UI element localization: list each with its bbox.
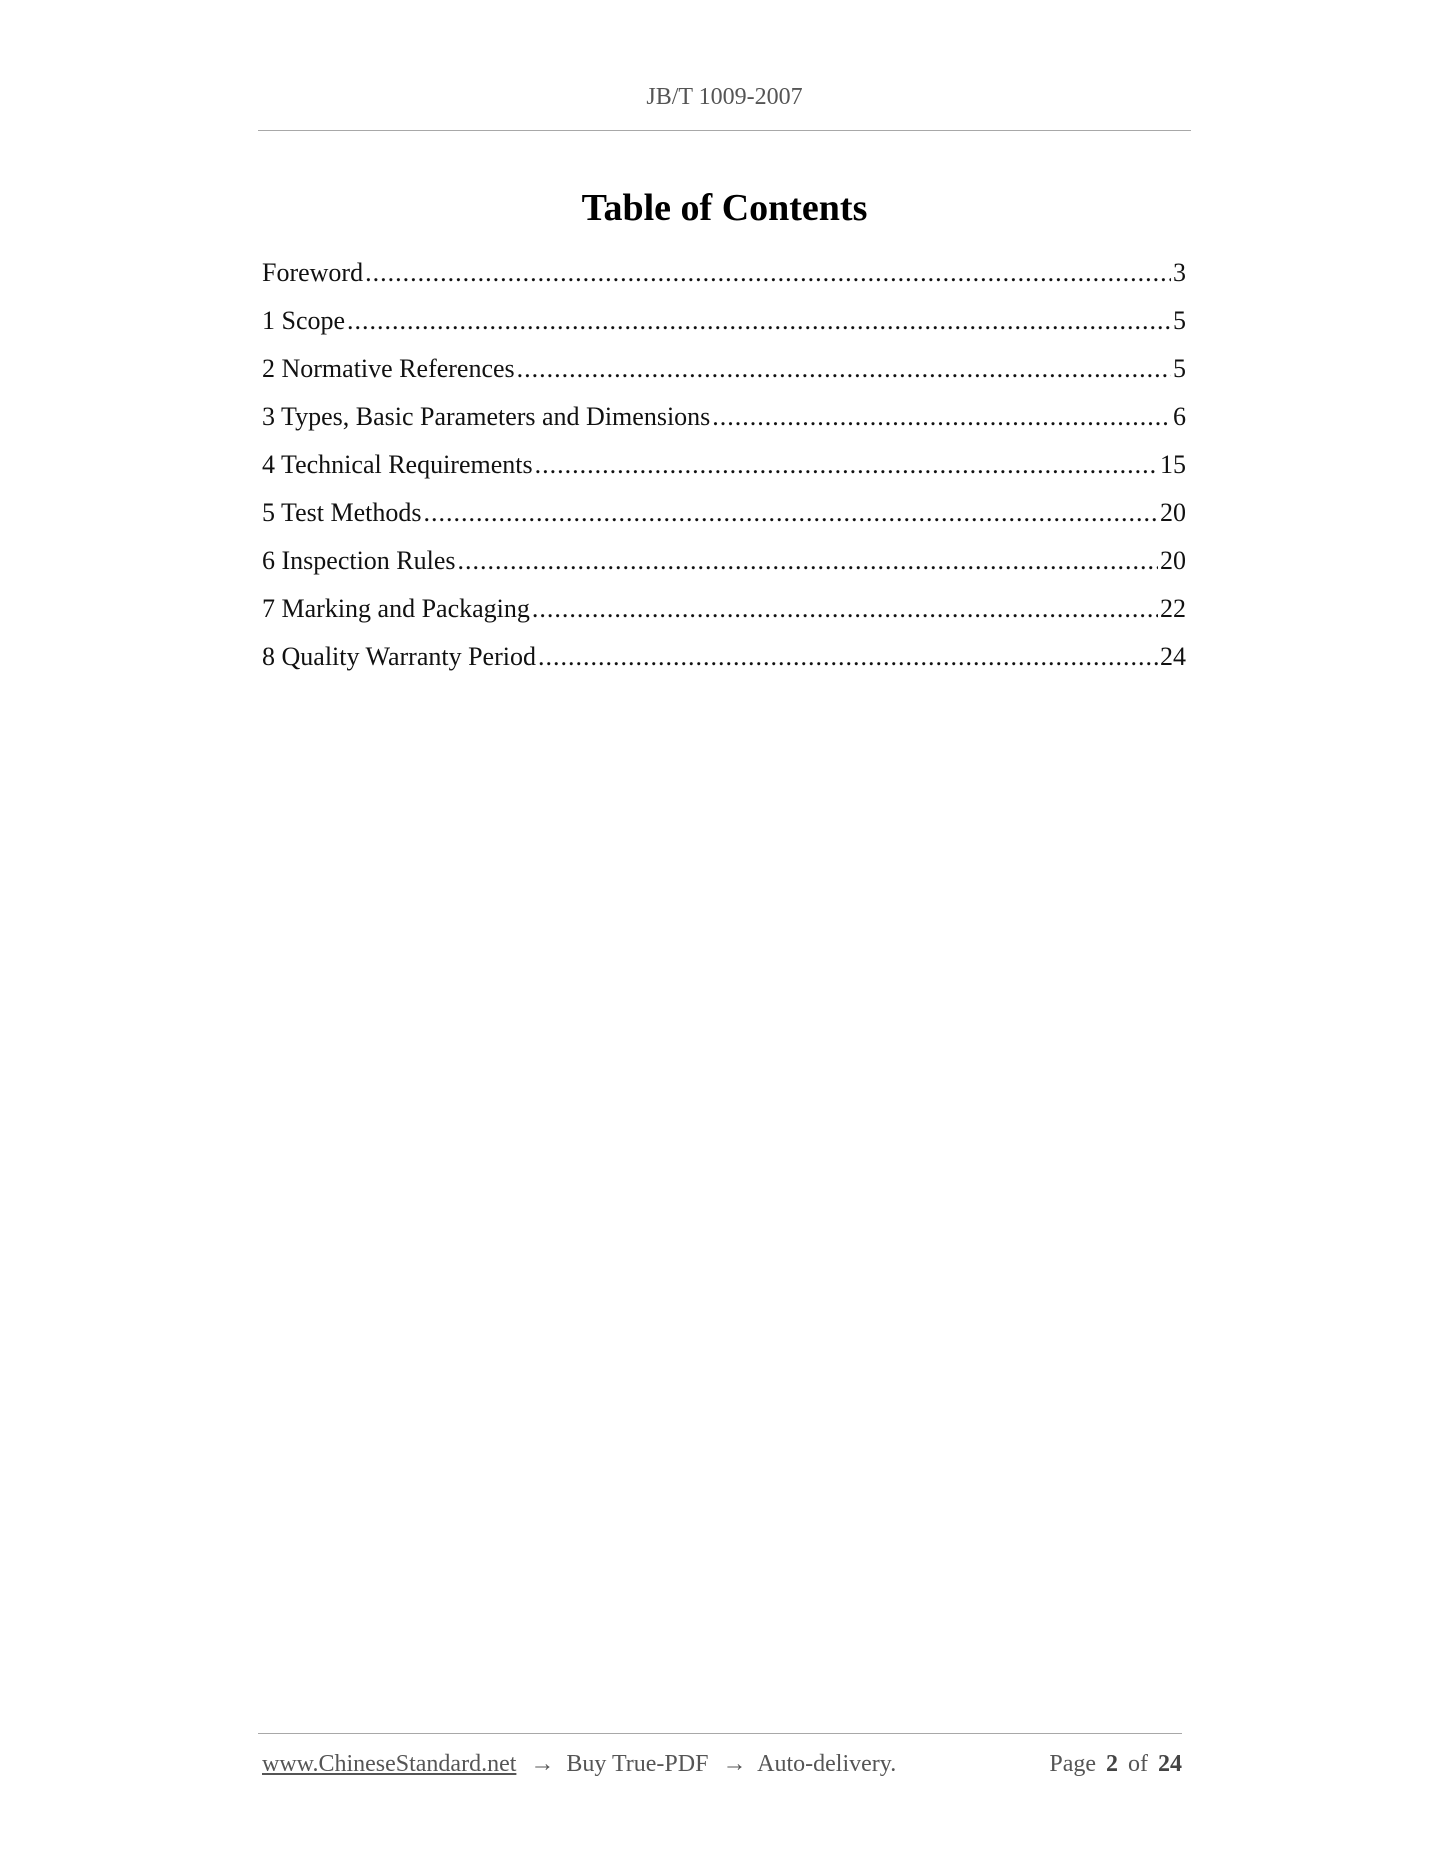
toc-entry-types-parameters-dimensions[interactable] [262,397,1186,445]
toc-entry-quality-warranty-period[interactable] [262,637,1186,685]
toc-entry-label: 3 Types, Basic Parameters and Dimensions [262,402,711,431]
toc-entry-label: 1 Scope [262,306,346,335]
page-title: Table of Contents [581,187,868,229]
header-divider [258,130,1191,131]
toc-entry-page: 3 [1173,258,1186,287]
page-word: Page [1049,1751,1096,1777]
of-word: of [1128,1751,1148,1777]
toc-entry-marking-packaging[interactable] [262,589,1186,637]
website-link[interactable]: www.ChineseStandard.net [262,1751,517,1777]
toc-dot-leader [458,541,1158,581]
toc-dot-leader [347,301,1171,341]
toc-entry-label: 7 Marking and Packaging [262,594,530,623]
arrow-right-icon: → [530,1751,555,1777]
toc-entry-page: 5 [1173,306,1186,335]
footer-divider [258,1733,1182,1734]
toc-entry-label: 6 Inspection Rules [262,546,456,575]
buy-true-pdf-text: Buy True-PDF [566,1751,709,1777]
toc-entry-test-methods[interactable] [262,493,1186,541]
table-of-contents [262,253,1186,685]
toc-entry-foreword[interactable] [262,253,1186,301]
toc-dot-leader [535,445,1158,485]
toc-entry-normative-references[interactable] [262,349,1186,397]
auto-delivery-text: Auto-delivery. [757,1751,897,1777]
toc-entry-label: 2 Normative References [262,354,515,383]
arrow-right-icon: → [722,1751,747,1777]
toc-entry-label: Foreword [262,258,364,287]
toc-dot-leader [532,589,1158,629]
toc-dot-leader [538,637,1158,677]
toc-entry-label: 8 Quality Warranty Period [262,642,536,671]
toc-entry-label: 4 Technical Requirements [262,450,533,479]
document-code-header: JB/T 1009-2007 [646,84,803,110]
toc-dot-leader [517,349,1171,389]
toc-entry-page: 24 [1160,642,1186,671]
toc-entry-label: 5 Test Methods [262,498,422,527]
toc-dot-leader [423,493,1158,533]
footer-promo [262,1751,896,1778]
page-footer [262,1751,1182,1785]
toc-entry-page: 20 [1160,546,1186,575]
toc-entry-page: 6 [1173,402,1186,431]
total-pages-number: 24 [1158,1751,1182,1777]
toc-dot-leader [365,253,1171,293]
toc-entry-scope[interactable] [262,301,1186,349]
toc-dot-leader [712,397,1171,437]
toc-entry-page: 5 [1173,354,1186,383]
page-number-indicator [1049,1751,1182,1778]
toc-entry-page: 20 [1160,498,1186,527]
toc-entry-page: 22 [1160,594,1186,623]
toc-entry-page: 15 [1160,450,1186,479]
toc-entry-technical-requirements[interactable] [262,445,1186,493]
current-page-number: 2 [1106,1751,1118,1777]
toc-entry-inspection-rules[interactable] [262,541,1186,589]
